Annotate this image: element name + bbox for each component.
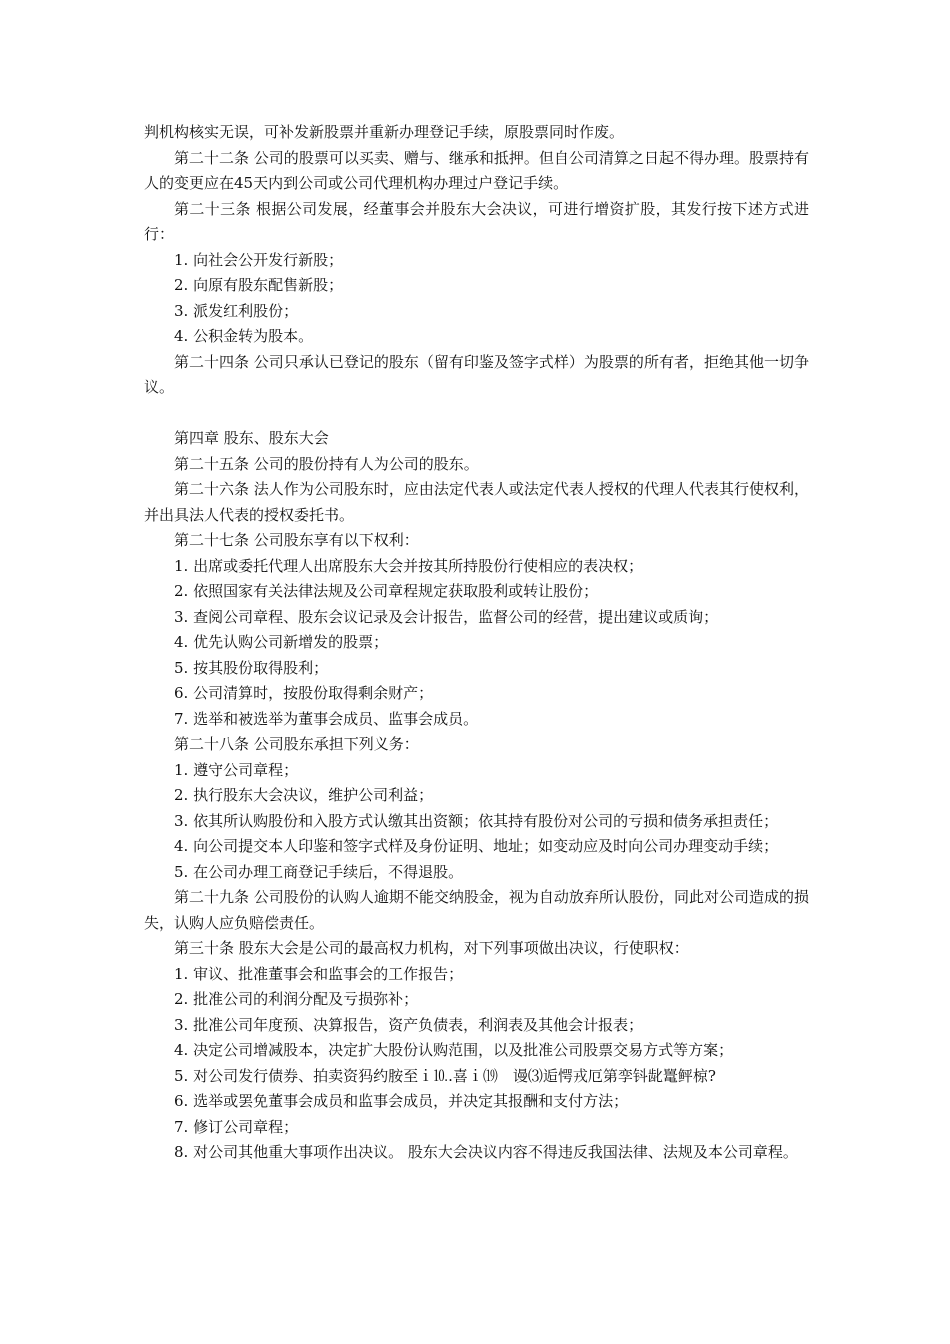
paragraph-0: 判机构核实无误，可补发新股票并重新办理登记手续，原股票同时作废。 <box>144 123 625 141</box>
list-item: 1. 审议、批准董事会和监事会的工作报告； <box>174 964 464 983</box>
document-body <box>144 120 809 1166</box>
list-item: 4. 公积金转为股本。 <box>174 327 314 345</box>
list-item: 6. 选举或罢免董事会成员和监事会成员，并决定其报酬和支付方法； <box>174 1092 629 1110</box>
article-27: 第二十七条 公司股东享有以下权利： <box>174 531 419 549</box>
list-item: 7. 选举和被选举为董事会成员、监事会成员。 <box>174 709 479 728</box>
list-item: 7. 修订公司章程； <box>174 1117 299 1136</box>
list-item: 2. 批准公司的利润分配及亏损弥补； <box>174 990 419 1008</box>
list-item: 6. 公司清算时，按股份取得剩余财产； <box>174 684 434 702</box>
list-item: 4. 决定公司增减股本，决定扩大股份认购范围，以及批准公司股票交易方式等方案； <box>174 1041 734 1059</box>
article-23: 第二十三条 根据公司发展，经董事会并股东大会决议，可进行增资扩股，其发行按下述方式进行： <box>144 199 809 243</box>
blank-line <box>144 401 809 427</box>
article-25: 第二十五条 公司的股份持有人为公司的股东。 <box>174 454 479 473</box>
list-item: 5. 在公司办理工商登记手续后，不得退股。 <box>174 862 464 881</box>
list-item: 8. 对公司其他重大事项作出决议。 股东大会决议内容不得违反我国法律、法规及本公司章程。 <box>174 1143 798 1161</box>
list-item: 3. 批准公司年度预、决算报告，资产负债表，利润表及其他会计报表； <box>174 1015 644 1034</box>
list-item: 2. 依照国家有关法律法规及公司章程规定获取股利或转让股份； <box>174 582 599 600</box>
article-22: 第二十二条 公司的股票可以买卖、赠与、继承和抵押。但自公司清算之日起不得办理。股票持有人的变更应在45天内到公司或公司代理机构办理过户登记手续。 <box>144 148 809 192</box>
list-item: 4. 向公司提交本人印鉴和签字式样及身份证明、地址；如变动应及时向公司办理变动手续； <box>174 837 779 855</box>
list-item: 3. 派发红利股份； <box>174 301 299 320</box>
list-item: 3. 依其所认购股份和入股方式认缴其出资额；依其持有股份对公司的亏损和债务承担责任； <box>174 811 779 830</box>
list-item: 5. 对公司发行债券、拍卖资犸约胺至ｉ⒑.喜ｉ⒆ 谩⑶逅愕戎厄第孪钭龀鼍鲆椋? <box>174 1066 716 1085</box>
list-item: 2. 执行股东大会决议，维护公司利益； <box>174 786 434 804</box>
list-item: 1. 出席或委托代理人出席股东大会并按其所持股份行使相应的表决权； <box>174 556 644 575</box>
list-item: 1. 向社会公开发行新股； <box>174 250 344 269</box>
article-28: 第二十八条 公司股东承担下列义务： <box>174 735 419 753</box>
chapter-heading: 第四章 股东、股东大会 <box>174 429 329 447</box>
list-item: 3. 查阅公司章程、股东会议记录及会计报告，监督公司的经营，提出建议或质询； <box>174 607 719 626</box>
list-item: 2. 向原有股东配售新股； <box>174 276 344 294</box>
list-item: 5. 按其股份取得股利； <box>174 658 329 677</box>
article-26: 第二十六条 法人作为公司股东时，应由法定代表人或法定代表人授权的代理人代表其行使权利，并出具法人代表的授权委托书。 <box>144 480 809 524</box>
article-30: 第三十条 股东大会是公司的最高权力机构，对下列事项做出决议，行使职权： <box>174 939 689 957</box>
article-24: 第二十四条 公司只承认已登记的股东（留有印鉴及签字式样）为股票的所有者，拒绝其他一切争议。 <box>144 352 809 396</box>
list-item: 1. 遵守公司章程； <box>174 760 299 779</box>
article-29: 第二十九条 公司股份的认购人逾期不能交纳股金，视为自动放弃所认股份，同此对公司造成的损失，认购人应负赔偿责任。 <box>144 888 809 932</box>
list-item: 4. 优先认购公司新增发的股票； <box>174 633 389 651</box>
